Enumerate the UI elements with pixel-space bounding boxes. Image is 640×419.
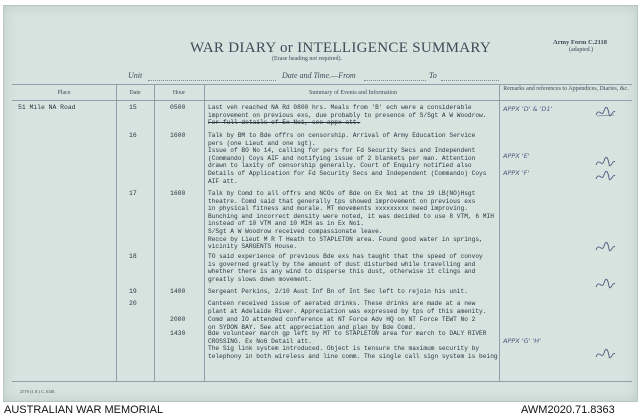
signature-initials-mark [594, 278, 616, 290]
summary-line: Bunching and incorrect density were noted, it was decided to use 8 VTM, 6 MIH [208, 212, 494, 220]
hour-cell: 0500 [170, 104, 186, 111]
summary-line: telephony in both wireless and line comm. The single call sign system is being [208, 352, 498, 360]
summary-line: whether there is any wind to disperse this dust, otherwise it clings and [208, 268, 476, 276]
to-label: To [429, 71, 437, 80]
signature-initials-mark [594, 106, 616, 118]
hour-cell: 1400 [170, 288, 186, 295]
archive-credit: AUSTRALIAN WAR MEMORIAL [4, 404, 164, 416]
col-header-place: Place [57, 90, 71, 96]
summary-line: Details of Application for Fd Security Secs and Independent (Commando) Coys [208, 170, 487, 177]
summary-line: For full details of Ex No1, see appx att. [208, 119, 361, 127]
date-cell: 20 [129, 300, 137, 307]
archive-reference: AWM2020.71.8363 [521, 404, 615, 416]
summary-line: CROSSING. Ex No6 Detail att. [208, 337, 312, 345]
summary-line: Canteen received issue of aerated drinks. These drinks are made at a new [208, 300, 476, 307]
col-header-date: Date [129, 90, 141, 96]
page-title: WAR DIARY or INTELLIGENCE SUMMARY [190, 40, 492, 56]
datetime-label: Date and Time.—From [282, 71, 356, 80]
hour-cell: 1600 [170, 190, 186, 197]
hour-cell: 2000 [170, 316, 186, 323]
table-top-rule [12, 84, 632, 85]
col-divider-place [116, 84, 117, 381]
to-line [441, 80, 499, 81]
appendix-reference: APPX 'E' [503, 152, 530, 160]
summary-line: Recce by Lieut M R T Heath to STAPLETON area. Found good water in springs, [208, 235, 483, 243]
appendix-reference: APPX 'G' 'H' [503, 337, 541, 345]
form-number: Army Form C.2118 [553, 39, 607, 46]
summary-line: The Sig link system introduced. Object is tensure the maximum security by [208, 345, 480, 353]
summary-line: (Commando) Coys AIF and notifying issue of 2 blankets per man. Attention [208, 154, 476, 162]
appendix-reference: APPX 'F' [503, 169, 530, 177]
unit-line [148, 80, 276, 81]
summary-line: Comd and IO attended conference at NT Force Adv HQ on NT Force TEWT No 2 [208, 316, 476, 323]
signature-initials-mark [594, 241, 616, 253]
summary-line: instead of 10 VTM and 10 MIH as in Ex No1. [208, 220, 364, 228]
signature-initials-mark [594, 156, 616, 168]
page-subtitle: (Erase heading not required). [272, 56, 342, 62]
date-cell: 17 [129, 190, 137, 197]
col-divider-hour [204, 84, 205, 381]
col-header-remarks: Remarks and references to Appendices, Diaries, &c. [503, 86, 629, 92]
summary-line: greatly slows down movement. [208, 275, 312, 283]
summary-line: pers (one Lieut and one sgt). [208, 139, 316, 147]
form-note: (adapted.) [569, 47, 594, 53]
summary-line: Bde volunteer march gp left by MT to STAPLETON area for march to DALY RIVER [208, 330, 487, 337]
summary-line: on SYDON BAY. See att appreciation and plan by Bde Comd. [208, 323, 416, 331]
summary-line: improvement on previous exs, due probably to presence of S/Sgt A W Woodrow. [208, 111, 487, 119]
summary-line: AIF att. [208, 177, 238, 185]
summary-line: vicinity SARGENTS House. [208, 243, 298, 251]
date-cell: 18 [129, 253, 137, 260]
signature-initials-mark [594, 348, 616, 360]
date-cell: 19 [129, 288, 137, 295]
diary-sheet [3, 5, 638, 402]
summary-line: Talk by BM to Bde offrs on censorship. Arrival of Army Education Service [208, 132, 476, 139]
summary-line: Issue of BO No 14, calling for pers for Fd Security Secs and Independent [208, 147, 476, 155]
col-divider-date [154, 84, 155, 381]
col-header-summary: Summary of Events and Information [309, 90, 397, 96]
signature-initials-mark [594, 170, 616, 182]
summary-line: TO said experience of previous Bde exs has taught that the speed of convoy [208, 253, 483, 260]
summary-line: Last veh reached NA Rd 0800 hrs. Meals from 'B' ech were a considerable [208, 104, 472, 111]
date-cell: 15 [129, 104, 137, 111]
col-divider-summary [499, 84, 500, 381]
header-rule [12, 100, 632, 101]
from-line [364, 80, 426, 81]
appendix-reference: APPX 'D' & 'D1' [503, 105, 553, 113]
summary-line: theatre. Comd said that generally tps showed improvement on previous exs [208, 197, 476, 205]
hour-cell: 1430 [170, 330, 186, 337]
place-cell: 51 Mile NA Road [18, 104, 76, 111]
summary-line: S/Sgt A W Woodrow received compassionate leave. [208, 228, 383, 235]
table-bottom-rule [12, 381, 632, 382]
summary-line: Sergeant Perkins, 2/10 Aust Inf Bn of Int Sec left to rejoin his unit. [208, 288, 468, 295]
date-cell: 16 [129, 132, 137, 139]
form-print-code: 2570 (1.8.) C.1040. [20, 389, 56, 394]
summary-line: is governed greatly by the amount of dust disturbed while travelling and [208, 260, 476, 268]
summary-line: plant at Adelaide River. Appreciation was expressed by tps of this amenity. [208, 307, 487, 315]
summary-line: in physical fitness and morale. MT movements xxxxxxxxx need improving. [208, 205, 468, 213]
hour-cell: 1600 [170, 132, 186, 139]
summary-line: Talk by Comd to all offrs and NCOs of Bde on Ex No1 at the 19 LB(NO)Hsgt [208, 190, 476, 197]
unit-label: Unit [128, 71, 143, 80]
summary-line: drawn to laxity of censorship generally. Court of Enquiry notified also [208, 162, 472, 170]
col-header-hour: Hour [172, 90, 186, 96]
